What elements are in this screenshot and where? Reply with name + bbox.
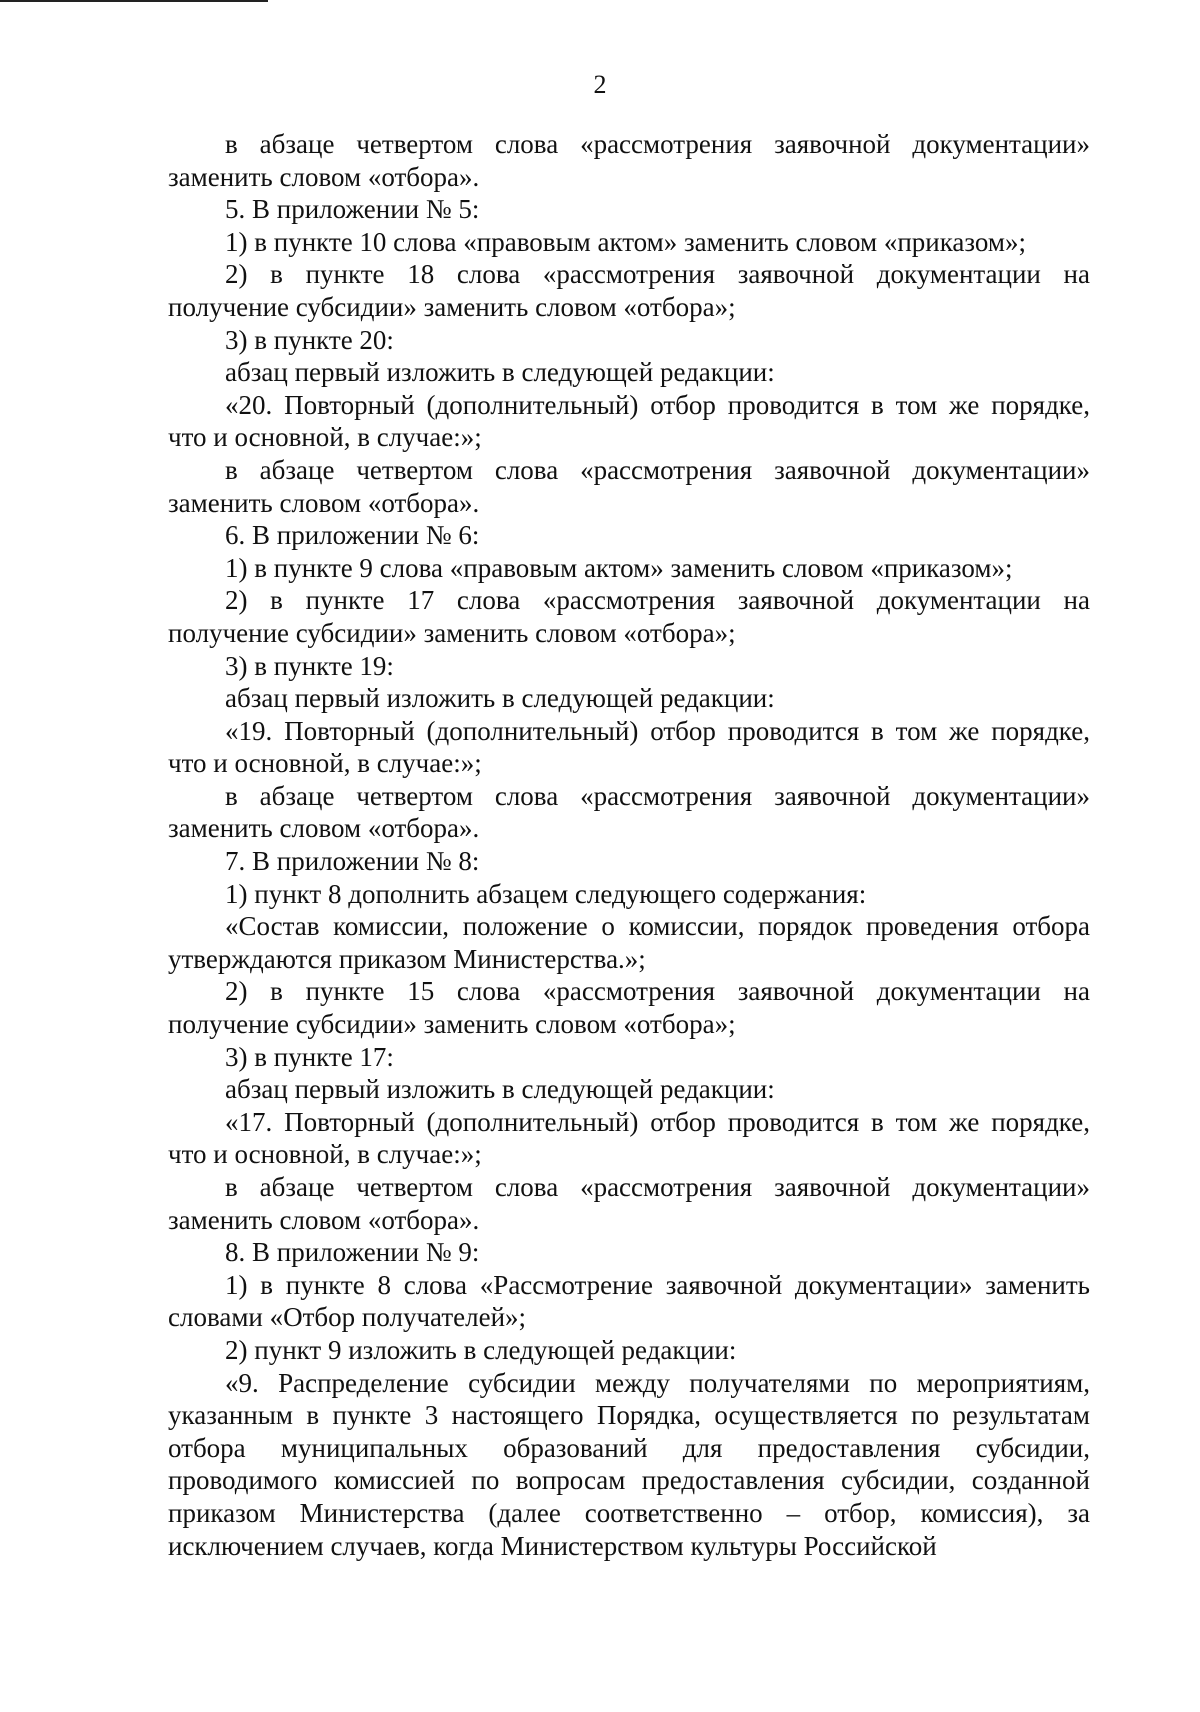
paragraph: 1) в пункте 8 слова «Рассмотрение заявочной документации» заменить словами «Отбор получателей»; [168,1269,1090,1333]
paragraph: 3) в пункте 19: [225,650,394,681]
paragraph: 1) в пункте 10 слова «правовым актом» заменить словом «приказом»; [225,226,1026,257]
paragraph: 8. В приложении № 9: [225,1237,480,1268]
paragraph: «17. Повторный (дополнительный) отбор проводится в том же порядке, что и основной, в случае:»; [168,1106,1090,1170]
paragraph: 2) пункт 9 изложить в следующей редакции: [225,1334,737,1365]
scan-edge-line [0,0,268,2]
paragraph: в абзаце четвертом слова «рассмотрения заявочной документации» заменить словом «отбора». [168,129,1090,192]
paragraph: в абзаце четвертом слова «рассмотрения заявочной документации» заменить словом «отбора». [168,454,1090,518]
paragraph: абзац первый изложить в следующей редакции: [225,683,775,714]
paragraph: «9. Распределение субсидии между получателями по мероприятиям, указанным в пункте 3 настоящего Порядка, осуществляется по результатам отбора муниципальных образований для предоставления субсидии, проводимого комиссией по вопросам предоставления субсидии, созданной приказом Министерства (далее соответственно – отбор, комиссия), за исключением случаев, когда Министерством культуры Российской [168,1367,1090,1561]
paragraph: 2) в пункте 17 слова «рассмотрения заявочной документации на получение субсидии» заменить словом «отбора»; [168,585,1090,648]
paragraph: 6. В приложении № 6: [225,520,480,551]
paragraph: 1) пункт 8 дополнить абзацем следующего содержания: [225,878,867,909]
paragraph: 1) в пункте 9 слова «правовым актом» заменить словом «приказом»; [225,552,1013,583]
paragraph: абзац первый изложить в следующей редакции: [225,1074,775,1105]
paragraph: 3) в пункте 20: [225,324,394,355]
page-number: 2 [593,70,607,99]
paragraph: 2) в пункте 18 слова «рассмотрения заявочной документации на получение субсидии» заменить словом «отбора»; [168,259,1090,322]
paragraph: «Состав комиссии, положение о комиссии, порядок проведения отбора утверждаются приказом Министерства.»; [168,911,1090,974]
paragraph: в абзаце четвертом слова «рассмотрения заявочной документации» заменить словом «отбора». [168,1172,1090,1235]
paragraph: 5. В приложении № 5: [225,194,480,225]
paragraph: абзац первый изложить в следующей редакции: [225,357,775,388]
paragraph: 2) в пункте 15 слова «рассмотрения заявочной документации на получение субсидии» заменить словом «отбора»; [168,976,1090,1040]
document-body [168,128,1090,1562]
paragraph: в абзаце четвертом слова «рассмотрения заявочной документации» заменить словом «отбора». [168,780,1090,844]
paragraph: «20. Повторный (дополнительный) отбор проводится в том же порядке, что и основной, в случае:»; [168,389,1090,453]
paragraph: 3) в пункте 17: [225,1041,394,1072]
paragraph: «19. Повторный (дополнительный) отбор проводится в том же порядке, что и основной, в случае:»; [168,715,1090,779]
paragraph: 7. В приложении № 8: [225,846,480,877]
